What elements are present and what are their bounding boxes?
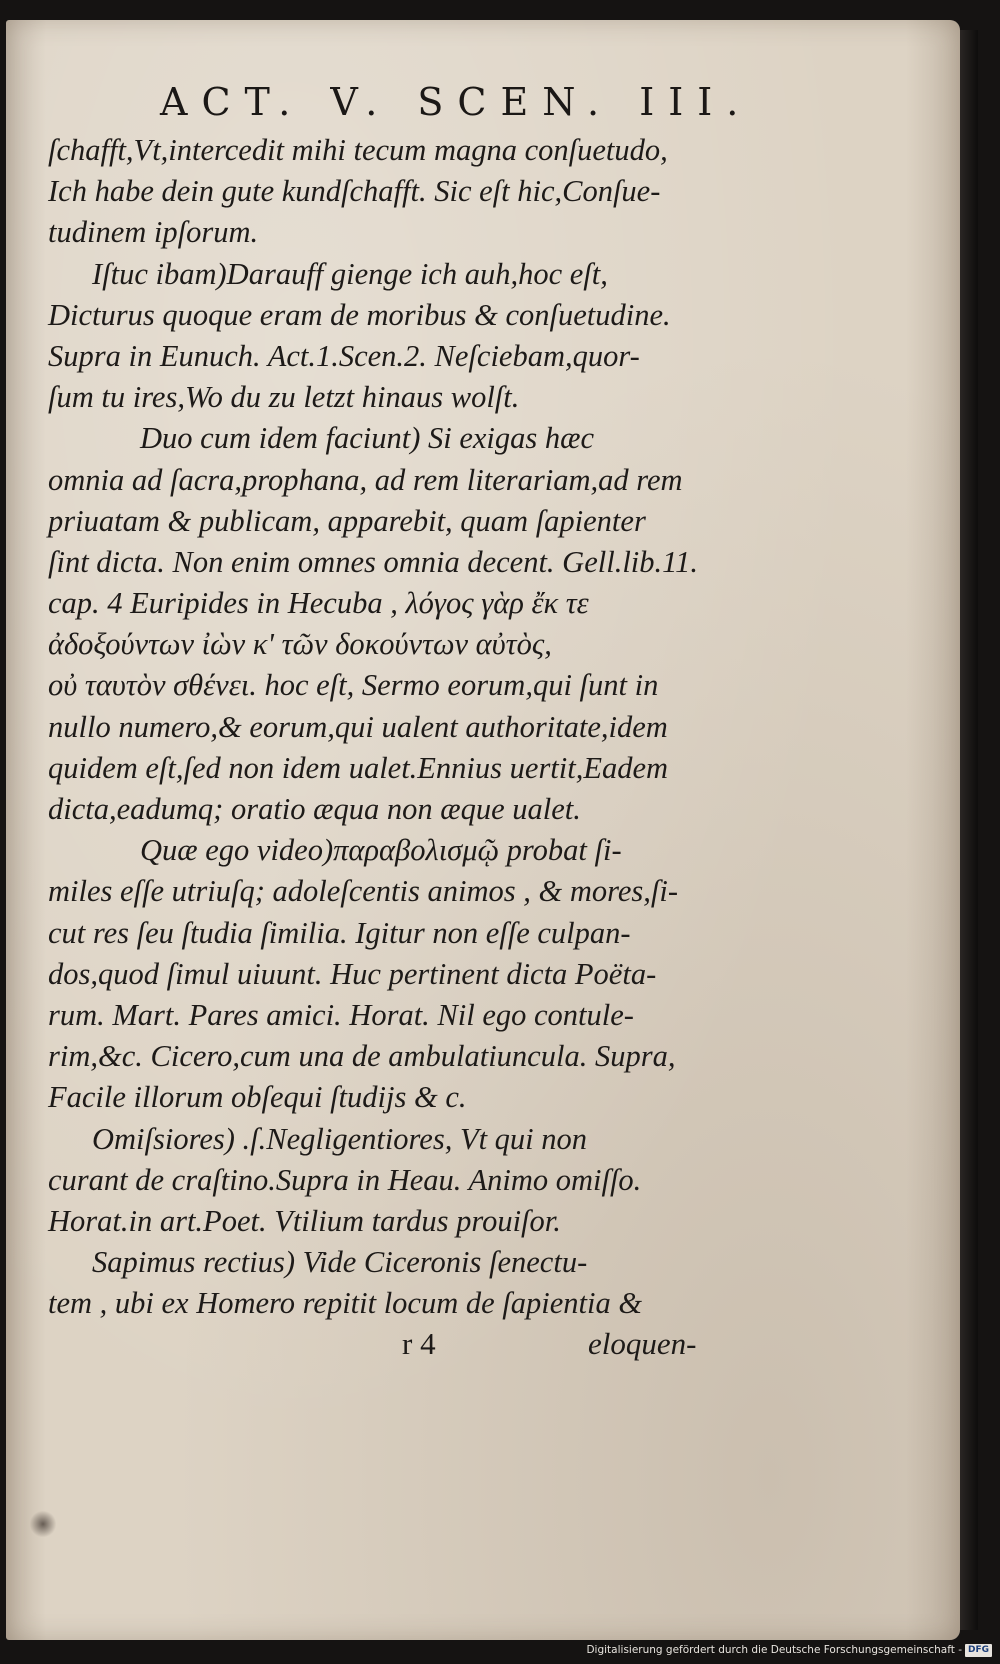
text-line: Horat.in art.Poet. Vtilium tardus prouiſor. [48, 1203, 561, 1238]
text-line: Omiſsiores) .ſ.Negligentiores, Vt qui non [92, 1121, 588, 1156]
text-line: ἀδοξούντων ἰὼν κ' τῶν δοκούντων αὐτὸς, [48, 627, 552, 662]
text-line: quidem eſt,ſed non idem ualet.Ennius uertit,Eadem [48, 750, 669, 785]
text-line: Supra in Eunuch. Act.1.Scen.2. Neſciebam,quor- [48, 338, 640, 373]
page-edge-shadow [960, 30, 978, 1630]
text-line: nullo numero,& eorum,qui ualent authoritate,idem [48, 709, 668, 744]
text-line: Quæ ego video)παραβολισμῷ probat ſi- [140, 833, 622, 868]
text-line: Sapimus rectius) Vide Ciceronis ſenectu- [92, 1245, 588, 1280]
text-line: οὐ ταυτὸν σθένει. hoc eſt, Sermo eorum,qui ſunt in [48, 668, 659, 703]
text-line: Iſtuc ibam)Darauff gienge ich auh,hoc eſt, [92, 256, 608, 291]
running-header: ACT. V. SCEN. III. [160, 80, 753, 124]
text-line: Ich habe dein gute kundſchafft. Sic eſt hic,Conſue- [48, 174, 661, 209]
signature-mark: r 4 [402, 1326, 436, 1361]
digitization-credit [586, 1642, 992, 1658]
text-line: ſchafft,Vt,intercedit mihi tecum magna conſuetudo, [48, 133, 668, 167]
text-line: priuatam & publicam, apparebit, quam ſapienter [48, 503, 646, 538]
text-line: dicta,eadumq; oratio æqua non æque ualet. [48, 792, 581, 826]
text-line: miles eſſe utriuſq; adoleſcentis animos , & mores,ſi- [48, 874, 678, 909]
text-line: rum. Mart. Pares amici. Horat. Nil ego contule- [48, 997, 634, 1032]
credit-text: Digitalisierung gefördert durch die Deutsche Forschungsgemeinschaft - [586, 1644, 962, 1656]
text-line: ſum tu ires,Wo du zu letzt hinaus wolſt. [48, 380, 520, 415]
text-line: omnia ad ſacra,prophana, ad rem literariam,ad rem [48, 462, 683, 497]
text-line: Duo cum idem faciunt) Si exigas hæc [140, 421, 595, 456]
text-line: cap. 4 Euripides in Hecuba , λόγος γὰρ ἔκ τε [48, 586, 589, 621]
page-footer [402, 1326, 722, 1370]
page-body-text [48, 130, 748, 1324]
text-line: tem , ubi ex Homero repitit locum de ſapientia & [48, 1286, 643, 1321]
text-line: Facile illorum obſequi ſtudijs & c. [48, 1080, 467, 1115]
text-line: ſint dicta. Non enim omnes omnia decent. Gell.lib.11. [48, 544, 699, 579]
text-line: tudinem ipſorum. [48, 215, 259, 250]
text-line: curant de craſtino.Supra in Heau. Animo omiſſo. [48, 1162, 642, 1197]
dfg-logo-icon: DFG [965, 1644, 992, 1657]
text-line: Dicturus quoque eram de moribus & conſuetudine. [48, 297, 671, 332]
ink-smudge [30, 1510, 56, 1538]
text-line: dos,quod ſimul uiuunt. Huc pertinent dicta Poëta- [48, 956, 657, 991]
text-line: rim,&c. Cicero,cum una de ambulatiuncula. Supra, [48, 1039, 676, 1074]
text-line: cut res ſeu ſtudia ſimilia. Igitur non eſſe culpan- [48, 915, 631, 950]
catchword: eloquen- [588, 1326, 697, 1361]
